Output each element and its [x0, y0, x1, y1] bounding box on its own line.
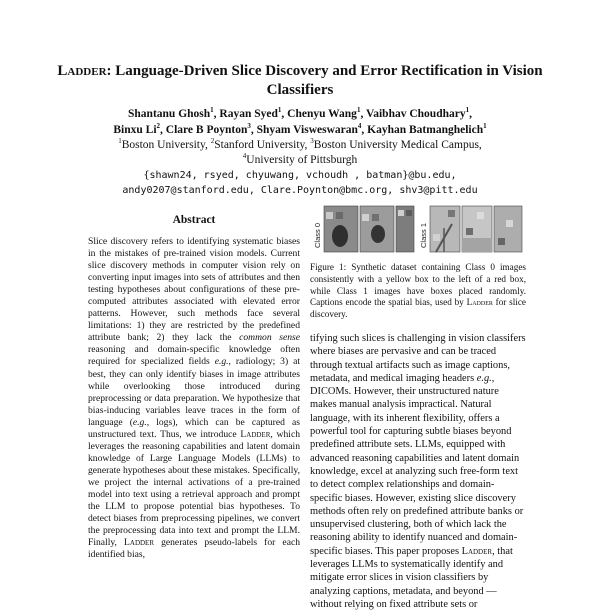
- author-line-1: Shantanu Ghosh$^1$, Rayan Syed$^1$, Chenyu Wang$^1$, Vaibhav Choudhary$^1$,: [128, 106, 472, 120]
- author-affil-mark: 1: [483, 122, 487, 131]
- affiliation: Boston University,: [121, 139, 211, 151]
- class-1-label: Class 1: [419, 222, 428, 248]
- author: Vaibhav Choudhary: [365, 108, 466, 120]
- affil-mark: 4: [242, 152, 247, 161]
- affil-mark: 3: [310, 137, 314, 146]
- author-affil-mark: 1: [356, 106, 361, 115]
- affiliation-line-2: [60, 153, 540, 168]
- author-affil-mark: 2: [156, 122, 161, 131]
- affiliation: Stanford University,: [214, 139, 311, 151]
- body-run: , DICOMs. However, their unstructured nature makes manual analysis impractical. Natural language, with its inherent flexibility, offers a powerful tool for capturing subtle biases beyond predefined attribute sets. LLMs, equipped with advanced reasoning capabilities and latent domain knowledge, excel at analyzing such free-form text to detect complex relationships and domain-specific biases. However, existing slice discovery methods often rely on predefined attribute banks or unsupervised clustering, both of which lack the reasoning ability to identify nuanced and domain-specific biases. This paper proposes: [310, 372, 524, 557]
- class-1-images: [430, 206, 522, 252]
- method-name: Ladder: [461, 545, 493, 557]
- author-emails: [60, 168, 540, 198]
- intro-text-right-column: [310, 332, 526, 611]
- body-run: tifying such slices is challenging in vision classifers where biases are pervasive and can be traced through textual artifacts such as image captions, metadata, and medical imaging headers: [310, 333, 526, 384]
- body-emphasis: e.g.: [476, 372, 492, 384]
- abstract-emphasis: common sense: [239, 332, 300, 344]
- abstract-heading: Abstract: [172, 214, 216, 226]
- abstract-text: [88, 236, 300, 561]
- author-line-2: Binxu Li$^2$, Clare B Poynton$^3$, Shyam Visweswaran$^4$, Kayhan Batmanghelich$^1$: [113, 122, 487, 136]
- author-affil-mark: 1: [465, 106, 470, 115]
- class-0-images: [324, 206, 414, 252]
- title-text: : Language-Driven Slice Discovery and Error Rectification in Vision Classifiers: [106, 63, 543, 98]
- affil-mark: 2: [210, 137, 215, 146]
- class-1-image-3: [494, 206, 522, 252]
- figure-1-caption: [310, 262, 526, 321]
- abstract-run: , radiology; 3) at best, they can only identify biases in image attributes while overlooking those introduced during preprocessing or data preparation. We hypothesize that bias-inducing variables leave traces in the form of language (: [88, 356, 300, 428]
- caption-run: for slice discovery.: [310, 297, 526, 320]
- abstract-run: generates pseudo-labels for each identified bias,: [88, 537, 301, 561]
- author: Binxu Li: [113, 124, 157, 136]
- author: Shyam Visweswaran: [256, 124, 358, 136]
- method-name: Ladder: [124, 537, 155, 549]
- affiliation: University of Pittsburgh: [246, 154, 358, 166]
- email-line-1: {shawn24, rsyed, chyuwang, vchoudh , batman}@bu.edu,: [143, 170, 457, 181]
- paper-title: [40, 62, 560, 100]
- abstract-emphasis: e.g.: [214, 356, 229, 368]
- affiliation: Boston University Medical Campus,: [313, 139, 482, 151]
- author: Clare B Poynton: [165, 124, 248, 136]
- title-method-name: Ladder: [57, 63, 107, 79]
- class-0-label: Class 0: [313, 222, 322, 248]
- method-name: Ladder: [466, 297, 493, 308]
- author: Rayan Syed: [219, 108, 278, 120]
- method-name: Ladder: [240, 428, 271, 440]
- class-1-image-1: [430, 206, 460, 252]
- author-affil-mark: 4: [357, 122, 362, 131]
- abstract-run: , logs), which can be captured as unstructured text. Thus, we introduce: [88, 416, 300, 440]
- author-affil-mark: 1: [277, 106, 282, 115]
- affil-mark: 1: [118, 137, 122, 146]
- abstract-emphasis: e.g.: [132, 416, 147, 428]
- caption-run: Figure 1: Synthetic dataset containing Class 0 images consistently with a yellow box to the left of a red box, while Class 1 images have boxes placed randomly. Captions encode the spatial bias, used by: [310, 262, 526, 308]
- body-run: , that leverages LLMs to systematically identify and mitigate error slices in vision classifiers by analyzing captions, metadata, and beyond — without relying on fixed attribute sets or: [310, 545, 513, 610]
- affiliation-line-1: [60, 138, 540, 153]
- author-affil-mark: 3: [247, 122, 251, 131]
- author: Chenyu Wang: [287, 108, 357, 120]
- author-affil-mark: 1: [210, 106, 214, 115]
- author: Shantanu Ghosh: [128, 108, 211, 120]
- email-line-2: andy0207@stanford.edu, Clare.Poynton@bmc.org, shv3@pitt.edu: [122, 185, 478, 196]
- abstract-run: Slice discovery refers to identifying systematic biases in the mistakes of pre-trained vision models. Current slice discovery methods in computer vision rely on converting input images into sets of attributes and then testing hypotheses about configurations of these pre-computed attributes associated with elevated error patterns. However, such methods face several limitations: 1) they are restricted by the predefined attribute bank; 2) they lack the: [88, 236, 300, 344]
- abstract-run: reasoning and domain-specific knowledge often required for specialized fields: [88, 344, 300, 368]
- abstract-run: , which leverages the reasoning capabilities and latent domain knowledge of Large Language Models (LLMs) to generate hypotheses about these mistakes. Specifically, we project the internal activations of a pre-trained model into text using a retrieval approach and prompt the LLM to propose potential bias hypotheses. To detect biases from preprocessing pipelines, we convert the preprocessing data into text and prompt the LLM. Finally,: [88, 428, 301, 549]
- author: Kayhan Batmanghelich: [367, 124, 484, 136]
- author-list: [60, 106, 540, 138]
- figure-1: [312, 204, 524, 256]
- affiliations: [60, 138, 540, 168]
